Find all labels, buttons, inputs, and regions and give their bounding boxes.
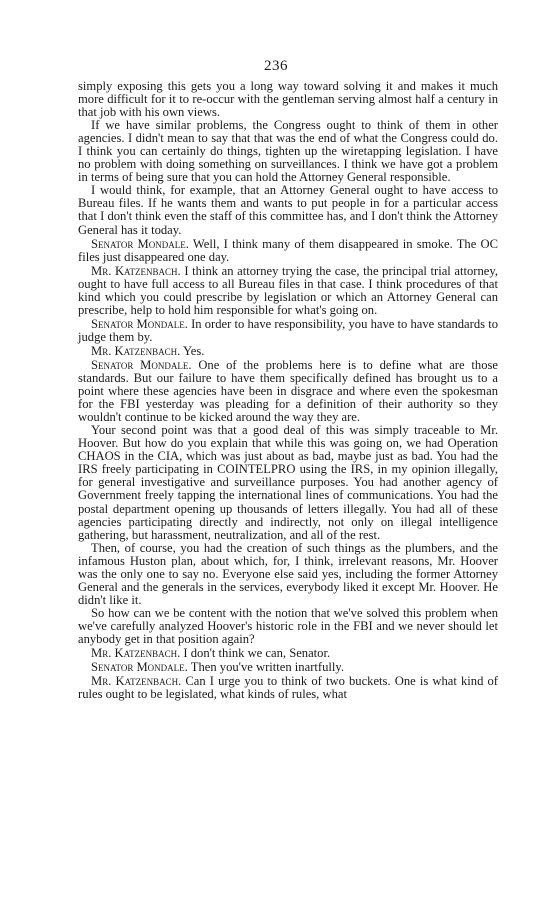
- document-body: [78, 80, 498, 701]
- paragraph: [78, 607, 498, 646]
- paragraph: [78, 424, 498, 541]
- speaker-name: Mr. Katzenbach.: [91, 646, 181, 661]
- paragraph-text: simply exposing this gets you a long way toward solving it and makes it much more difficult for it to re-occur with the gentleman serving almost half a century in that job with his own views.: [78, 79, 498, 120]
- paragraph-text: One of the problems here is to define what are those standards. But our failure to have them specifically defined has brought us to a point where these agencies have been in disgrace and where even the spokesman for the FBI yesterday was pleading for a definition of their authority so they wouldn't continue to be kicked around the way they are.: [78, 357, 498, 425]
- paragraph: [78, 345, 498, 358]
- paragraph-text: I think an attorney trying the case, the principal trial attorney, ought to have full access to all Bureau files in that case. I think procedures of that kind which you could prescribe by legislation or which an Attorney General can prescribe, help to hold him responsible for what's going on.: [78, 263, 498, 317]
- paragraph: [78, 359, 498, 424]
- paragraph-text: I don't think we can, Senator.: [183, 646, 331, 661]
- paragraph-text: In order to have responsibility, you have to have standards to judge them by.: [78, 316, 498, 344]
- speaker-name: Senator Mondale.: [91, 357, 192, 372]
- paragraph-text: Can I urge you to think of two buckets. One is what kind of rules ought to be legislated, what kinds of rules, what: [78, 674, 498, 702]
- paragraph: [78, 80, 498, 119]
- paragraph: [78, 238, 498, 264]
- paragraph: [78, 119, 498, 184]
- paragraph: [78, 675, 498, 701]
- speaker-name: Mr. Katzenbach.: [91, 674, 182, 689]
- paragraph: [78, 184, 498, 236]
- page-number: 236: [264, 58, 288, 74]
- paragraph-text: Yes.: [182, 343, 205, 358]
- paragraph: [78, 647, 498, 660]
- paragraph-text: Then you've written inartfully.: [190, 660, 344, 675]
- speaker-name: Senator Mondale.: [91, 660, 188, 675]
- speaker-name: Senator Mondale.: [91, 236, 189, 251]
- speaker-name: Mr. Katzenbach.: [91, 263, 181, 278]
- paragraph-text: If we have similar problems, the Congress ought to think of them in other agencies. I didn't mean to say that that was the end of what the Congress could do. I think you can certainly do things, tighten up the wiretapping legislation. I have no problem with doing something on surveillances. I think we have got a problem in terms of being sure that you can hold the Attorney General responsible.: [78, 118, 498, 185]
- paragraph: [78, 265, 498, 317]
- paragraph-text: Then, of course, you had the creation of such things as the plumbers, and the infamous Huston plan, about which, for, I think, irrelevant reasons, Mr. Hoover was the only one to say no. Everyone else said yes, including the former Attorney General and the generals in the services, everybody liked it except Mr. Hoover. He didn't like it.: [78, 540, 498, 607]
- paragraph: [78, 318, 498, 344]
- paragraph-text: So how can we be content with the notion that we've solved this problem when we've carefully analyzed Hoover's historic role in the FBI and we never should let anybody get in that position again?: [78, 605, 498, 646]
- speaker-name: Senator Mondale.: [91, 316, 188, 331]
- paragraph: [78, 661, 498, 674]
- speaker-name: Mr. Katzenbach.: [91, 343, 181, 358]
- paragraph-text: I would think, for example, that an Attorney General ought to have access to Bureau files. If he wants them and wants to put people in for a particular access that I don't think even the staff of this committee has, and I don't think the Attorney General has it today.: [78, 183, 498, 237]
- paragraph-text: Your second point was that a good deal of this was simply traceable to Mr. Hoover. But how do you explain that while this was going on, we had Operation CHAOS in the CIA, which was just about as bad, maybe just as bad. You had the IRS freely participating in COINTELPRO using the IRS, in my opinion illegally, for general investigative and surveillance purposes. You had another agency of Government freely tapping the international lines of communications. You had the postal department opening up thousands of letters illegally. You had all of these agencies participating directly and indirectly, not only on illegal intelligence gathering, but harassment, neutralization, and all of the rest.: [78, 423, 498, 542]
- paragraph: [78, 542, 498, 607]
- paragraph-text: Well, I think many of them disappeared in smoke. The OC files just disappeared one day.: [78, 236, 498, 264]
